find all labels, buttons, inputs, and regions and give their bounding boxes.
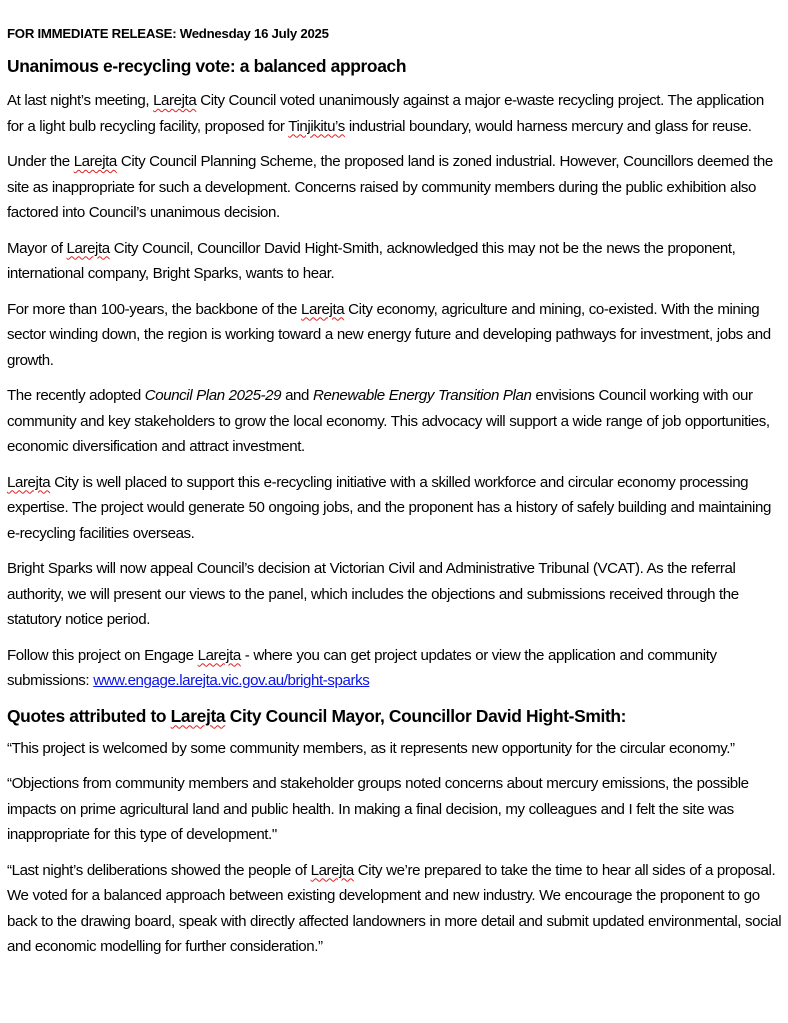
paragraph-vcat-appeal: [7, 556, 782, 633]
spellcheck-flagged-word[interactable]: Larejta: [7, 473, 51, 491]
text: City Council voted unanimously against a major e-waste recycling project. The application for a light bulb recycling facility, proposed for: [7, 92, 764, 135]
spellcheck-flagged-word[interactable]: Larejta: [310, 861, 354, 879]
quote-objections: [7, 771, 782, 848]
text: Under the: [7, 153, 74, 170]
text: City Council, Councillor David Hight-Smith, acknowledged this may not be the news the proponent, international company, Bright Sparks, wants to hear.: [7, 239, 736, 282]
text: For more than 100-years, the backbone of the: [7, 300, 301, 318]
release-date-line: FOR IMMEDIATE RELEASE: Wednesday 16 July 2025: [7, 26, 329, 41]
text: At last night’s meeting,: [7, 92, 154, 109]
paragraph-follow-project: [7, 643, 782, 694]
spellcheck-flagged-word[interactable]: Larejta: [153, 92, 197, 109]
paragraph-meeting-outcome: [7, 88, 782, 139]
text: “Objections from community members and stakeholder groups noted concerns about mercury emissions, the possible impacts on prime agricultural land and public health. In making a final decision, my colleagues and I felt the site was inappropriate for this type of development.": [7, 775, 749, 843]
text: Follow this project on Engage: [7, 646, 198, 664]
text: City Council Mayor, Councillor David Hight-Smith:: [225, 705, 627, 726]
text: City economy, agriculture and mining, co-existed. With the mining sector winding down, the region is working toward a new energy future and developing pathways for investment, jobs and growth.: [7, 300, 771, 369]
paragraph-mayor-acknowledgement: [7, 236, 782, 287]
paragraph-planning-scheme: [7, 149, 782, 226]
text: - where you can get project updates or view the application and community submissions:: [7, 646, 717, 689]
spellcheck-flagged-word[interactable]: Larejta: [73, 153, 117, 170]
text: City is well placed to support this e-recycling initiative with a skilled workforce and circular economy processing expertise. The project would generate 50 ongoing jobs, and the proponent has a history of safely building and maintaining e-recycling facilities overseas.: [7, 473, 771, 542]
text: City Council Planning Scheme, the proposed land is zoned industrial. However, Councillors deemed the site as inappropriate for such a development. Concerns raised by community members during the public exhibition also factored into Council’s unanimous decision.: [7, 153, 773, 221]
text: industrial boundary, would harness mercury and glass for reuse.: [344, 117, 752, 135]
paragraph-project-benefits: [7, 470, 782, 547]
spellcheck-flagged-word[interactable]: Larejta: [66, 239, 110, 257]
text: The recently adopted: [7, 387, 145, 404]
spellcheck-flagged-word[interactable]: Larejta: [197, 646, 241, 664]
spellcheck-flagged-word[interactable]: Larejta: [170, 705, 226, 726]
text: Quotes attributed to: [7, 705, 171, 726]
spellcheck-flagged-word[interactable]: Tinjikitu’s: [288, 117, 345, 135]
text: “This project is welcomed by some community members, as it represents new opportunity for the circular economy.”: [7, 739, 735, 757]
text: envisions Council working with our community and key stakeholders to grow the local economy. This advocacy will support a wide range of job opportunities, economic diversification and attract investment.: [7, 387, 770, 455]
text: City we’re prepared to take the time to hear all sides of a proposal. We voted for a balanced approach between existing development and new industry. We encourage the proponent to go back to the drawing board, speak with directly affected landowners in more detail and submit updated environmental, social and economic modelling for further consideration.”: [7, 861, 782, 955]
quote-deliberations: [7, 858, 782, 960]
headline: Unanimous e-recycling vote: a balanced approach: [7, 56, 407, 76]
paragraph-council-plan: [7, 383, 782, 460]
paragraph-economy-history: [7, 297, 782, 374]
text: Mayor of: [7, 239, 67, 257]
quote-welcomed: [7, 736, 782, 762]
engage-project-link[interactable]: www.engage.larejta.vic.gov.au/bright-sparks: [93, 672, 370, 689]
plan-title-council-plan: Council Plan 2025-29: [144, 387, 282, 404]
quotes-heading: [7, 704, 782, 728]
plan-title-renewable-energy: Renewable Energy Transition Plan: [312, 387, 532, 404]
text: “Last night’s deliberations showed the people of: [7, 861, 311, 879]
text: Bright Sparks will now appeal Council’s decision at Victorian Civil and Administrative Tribunal (VCAT). As the referral authority, we will present our views to the panel, which includes the objections and submissions received through the statutory notice period.: [7, 560, 739, 628]
text: and: [281, 387, 313, 404]
spellcheck-flagged-word[interactable]: Larejta: [300, 300, 345, 318]
